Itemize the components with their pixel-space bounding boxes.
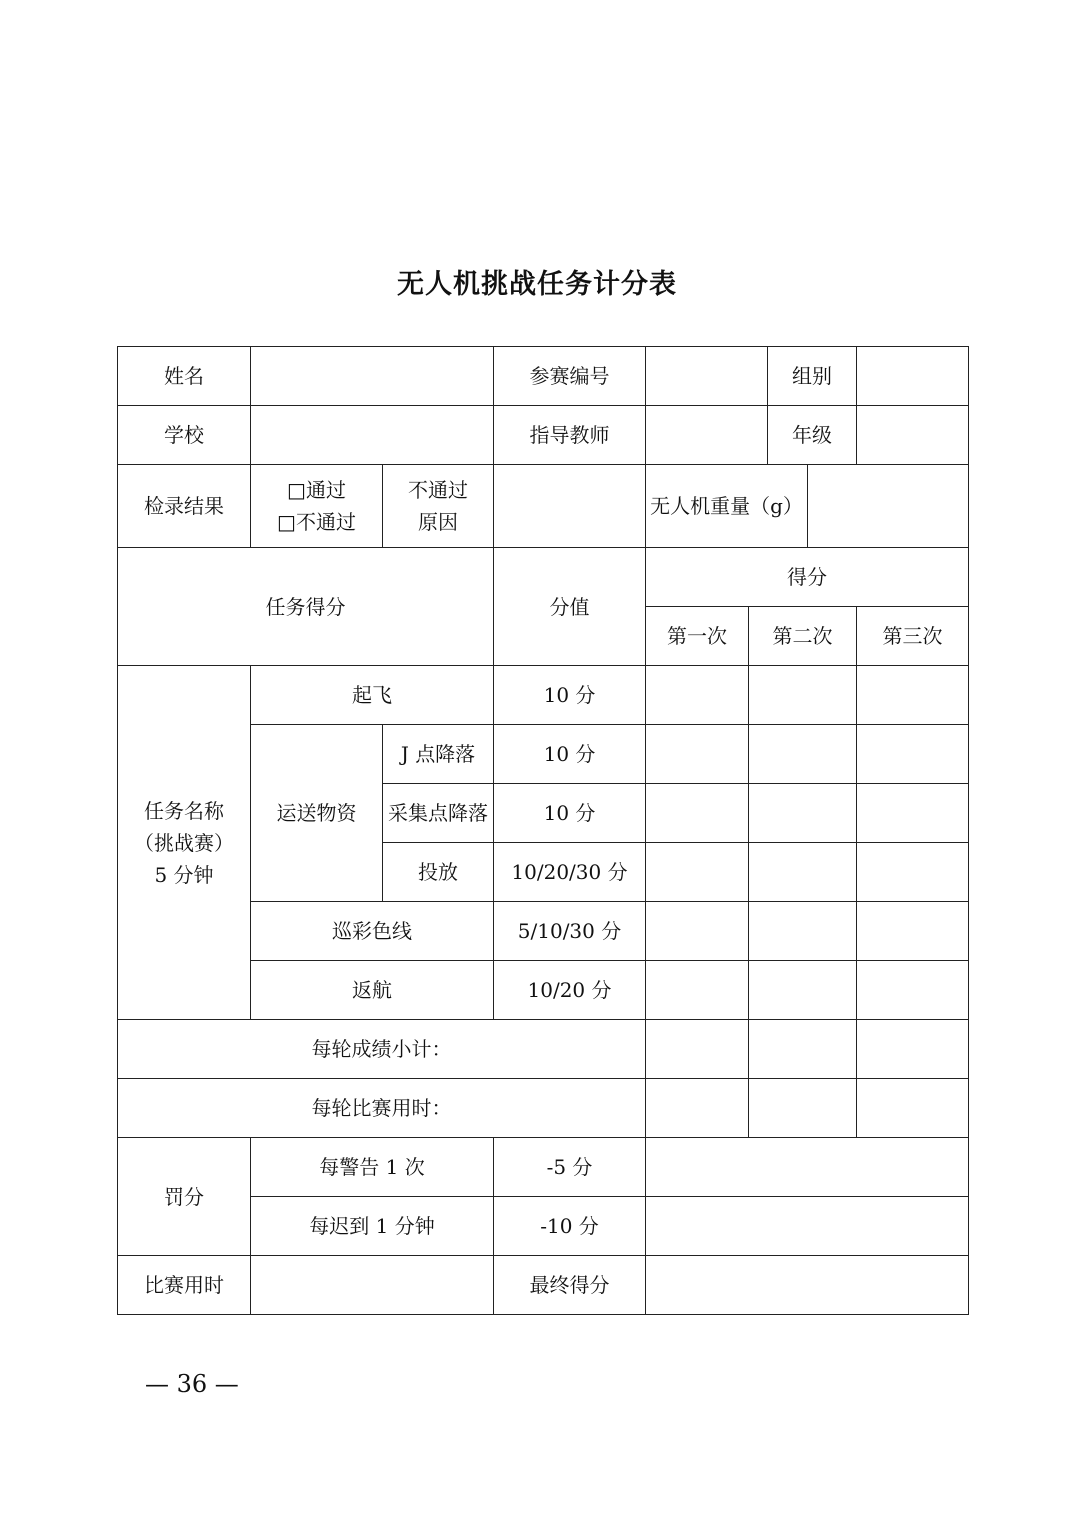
task-group-line2: （挑战赛） [134, 830, 234, 855]
task-drop: 投放 [383, 843, 494, 902]
group-field[interactable] [857, 347, 969, 406]
score-cell[interactable] [646, 902, 749, 961]
points-j-landing: 10 分 [494, 725, 646, 784]
score-cell[interactable] [857, 843, 969, 902]
penalty-label: 罚分 [118, 1138, 251, 1256]
name-field[interactable] [251, 347, 494, 406]
teacher-field[interactable] [646, 406, 768, 465]
task-return: 返航 [251, 961, 494, 1020]
teacher-label: 指导教师 [494, 406, 646, 465]
page-number: — 36 — [145, 1370, 239, 1398]
fail-checkbox[interactable]: □不通过 [277, 510, 356, 534]
task-patrol-line: 巡彩色线 [251, 902, 494, 961]
score-header: 得分 [646, 548, 969, 607]
task-collection-landing: 采集点降落 [383, 784, 494, 843]
round-time-label: 每轮比赛用时： [118, 1079, 646, 1138]
fail-reason-label-line2: 原因 [418, 510, 458, 534]
attempt-2-header: 第二次 [749, 607, 857, 666]
points-drop: 10/20/30 分 [494, 843, 646, 902]
subtotal-cell[interactable] [749, 1020, 857, 1079]
points-takeoff: 10 分 [494, 666, 646, 725]
penalty-late: 每迟到 1 分钟 [251, 1197, 494, 1256]
name-label: 姓名 [118, 347, 251, 406]
score-cell[interactable] [857, 666, 969, 725]
subtotal-cell[interactable] [646, 1020, 749, 1079]
points-collection-landing: 10 分 [494, 784, 646, 843]
score-cell[interactable] [646, 843, 749, 902]
inspection-options [251, 465, 383, 548]
score-cell[interactable] [857, 725, 969, 784]
task-takeoff: 起飞 [251, 666, 494, 725]
task-score-header: 任务得分 [118, 548, 494, 666]
subtotal-label: 每轮成绩小计： [118, 1020, 646, 1079]
score-cell[interactable] [857, 961, 969, 1020]
penalty-late-points: -10 分 [494, 1197, 646, 1256]
score-cell[interactable] [749, 725, 857, 784]
penalty-late-field[interactable] [646, 1197, 969, 1256]
round-time-cell[interactable] [646, 1079, 749, 1138]
score-cell[interactable] [749, 961, 857, 1020]
fail-reason-field[interactable] [494, 465, 646, 548]
drone-weight-label: 无人机重量（g） [646, 465, 808, 548]
score-cell[interactable] [749, 784, 857, 843]
score-cell[interactable] [749, 666, 857, 725]
score-cell[interactable] [857, 902, 969, 961]
task-group-line1: 任务名称 [144, 798, 224, 823]
score-cell[interactable] [857, 784, 969, 843]
drone-weight-field[interactable] [808, 465, 969, 548]
task-j-landing: J 点降落 [383, 725, 494, 784]
entry-number-field[interactable] [646, 347, 768, 406]
round-time-cell[interactable] [749, 1079, 857, 1138]
task-group-line3: 5 分钟 [154, 862, 214, 887]
subtotal-cell[interactable] [857, 1020, 969, 1079]
points-header: 分值 [494, 548, 646, 666]
school-field[interactable] [251, 406, 494, 465]
score-cell[interactable] [749, 843, 857, 902]
task-group-label [118, 666, 251, 1020]
score-cell[interactable] [646, 961, 749, 1020]
round-time-cell[interactable] [857, 1079, 969, 1138]
transport-label: 运送物资 [251, 725, 383, 902]
entry-number-label: 参赛编号 [494, 347, 646, 406]
attempt-3-header: 第三次 [857, 607, 969, 666]
final-score-label: 最终得分 [494, 1256, 646, 1315]
page-title: 无人机挑战任务计分表 [397, 269, 677, 300]
penalty-warning-field[interactable] [646, 1138, 969, 1197]
grade-label: 年级 [768, 406, 857, 465]
final-score-field[interactable] [646, 1256, 969, 1315]
penalty-warning: 每警告 1 次 [251, 1138, 494, 1197]
inspection-label: 检录结果 [118, 465, 251, 548]
penalty-warning-points: -5 分 [494, 1138, 646, 1197]
match-time-label: 比赛用时 [118, 1256, 251, 1315]
points-return: 10/20 分 [494, 961, 646, 1020]
points-patrol-line: 5/10/30 分 [494, 902, 646, 961]
score-cell[interactable] [646, 725, 749, 784]
score-cell[interactable] [646, 666, 749, 725]
pass-checkbox[interactable]: □通过 [287, 478, 346, 502]
score-cell[interactable] [749, 902, 857, 961]
school-label: 学校 [118, 406, 251, 465]
fail-reason-label [383, 465, 494, 548]
attempt-1-header: 第一次 [646, 607, 749, 666]
score-table [117, 346, 969, 1315]
score-cell[interactable] [646, 784, 749, 843]
match-time-field[interactable] [251, 1256, 494, 1315]
grade-field[interactable] [857, 406, 969, 465]
group-label: 组别 [768, 347, 857, 406]
fail-reason-label-line1: 不通过 [408, 478, 468, 502]
